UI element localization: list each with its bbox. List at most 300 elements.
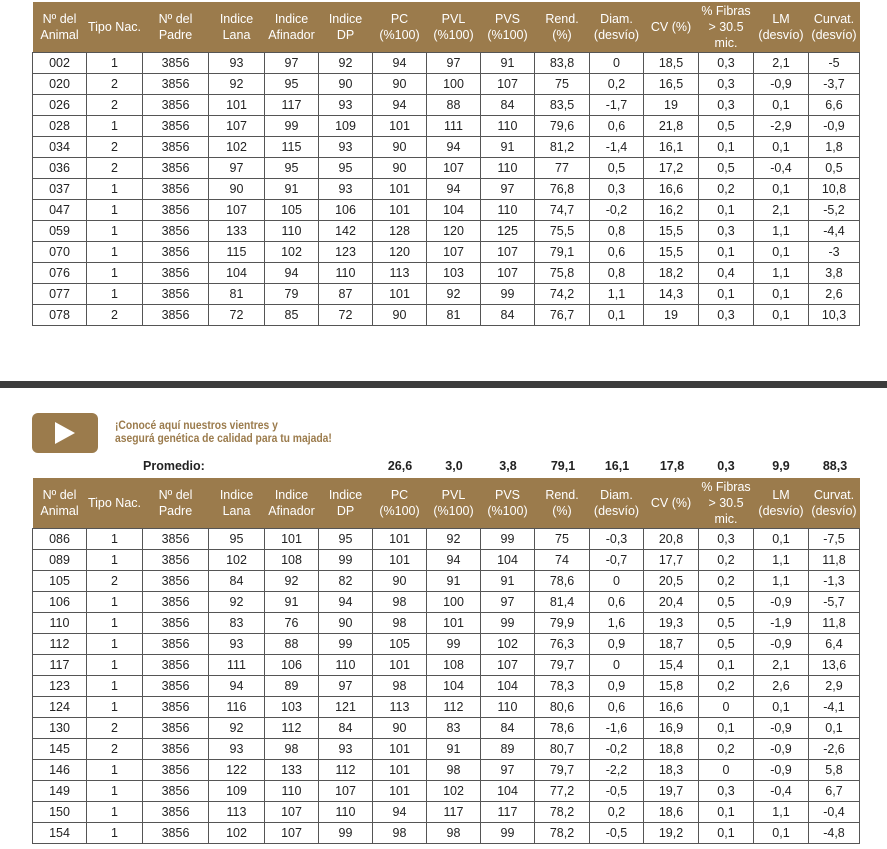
table-cell: 80,6 xyxy=(535,696,590,717)
table-row xyxy=(33,52,860,73)
table-cell: 16,2 xyxy=(644,199,699,220)
table-cell: 1 xyxy=(87,199,143,220)
table-cell: 026 xyxy=(33,94,87,115)
table-cell: 78,6 xyxy=(535,717,590,738)
table-cell: 6,6 xyxy=(809,94,860,115)
table-cell: 17,2 xyxy=(644,157,699,178)
table-cell: 2 xyxy=(87,304,143,325)
column-header: Curvat. (desvío) xyxy=(809,478,860,528)
table-cell: 90 xyxy=(373,73,427,94)
table-row xyxy=(33,759,860,780)
table-cell: 3856 xyxy=(143,52,209,73)
table-cell: 0 xyxy=(590,52,644,73)
table-cell: -3,7 xyxy=(809,73,860,94)
column-header: % Fibras > 30.5 mic. xyxy=(699,478,754,528)
column-header: Tipo Nac. xyxy=(87,478,143,528)
table-cell: 100 xyxy=(427,73,481,94)
table-cell: 0,1 xyxy=(699,654,754,675)
table-cell: 89 xyxy=(265,675,319,696)
table-cell: 92 xyxy=(209,717,265,738)
column-header: PVL (%100) xyxy=(427,2,481,52)
table-cell: 2 xyxy=(87,94,143,115)
table-cell: 3856 xyxy=(143,283,209,304)
table-cell: 111 xyxy=(427,115,481,136)
table-cell: 104 xyxy=(481,675,535,696)
table-cell: 90 xyxy=(373,304,427,325)
table-cell: 0 xyxy=(699,696,754,717)
table-cell: 077 xyxy=(33,283,87,304)
table-cell: 103 xyxy=(427,262,481,283)
table-cell: 101 xyxy=(373,283,427,304)
table-cell: 77,2 xyxy=(535,780,590,801)
table-row xyxy=(33,220,860,241)
table-cell: 92 xyxy=(265,570,319,591)
table-cell: 75 xyxy=(535,73,590,94)
table-cell: 79,7 xyxy=(535,654,590,675)
table-cell: 3856 xyxy=(143,612,209,633)
table-cell: 106 xyxy=(33,591,87,612)
table-row xyxy=(33,633,860,654)
table-cell: 19 xyxy=(644,304,699,325)
table-cell: 3856 xyxy=(143,199,209,220)
table-cell: 105 xyxy=(33,570,87,591)
table-cell: 089 xyxy=(33,549,87,570)
promo-line-2: asegurá genética de calidad para tu majada! xyxy=(115,431,332,445)
table-cell: 3856 xyxy=(143,759,209,780)
table-cell: -0,9 xyxy=(809,115,860,136)
table-cell: 102 xyxy=(209,136,265,157)
table-cell: 107 xyxy=(319,780,373,801)
table-cell: 84 xyxy=(481,94,535,115)
table-cell: 74,7 xyxy=(535,199,590,220)
table-cell: 102 xyxy=(209,549,265,570)
column-header: Nº del Animal xyxy=(33,2,87,52)
table-cell: 0,5 xyxy=(699,157,754,178)
table-cell: 90 xyxy=(319,612,373,633)
section-divider xyxy=(0,381,887,388)
table-cell: 21,8 xyxy=(644,115,699,136)
table-cell: 20,8 xyxy=(644,528,699,549)
table-cell: 90 xyxy=(373,136,427,157)
table-cell: 108 xyxy=(265,549,319,570)
table-cell: 94 xyxy=(373,801,427,822)
table-row xyxy=(33,157,860,178)
table-cell: 77 xyxy=(535,157,590,178)
table-cell: 19,2 xyxy=(644,822,699,843)
table-cell: -5,2 xyxy=(809,199,860,220)
table-cell: -0,9 xyxy=(754,73,809,94)
table-row xyxy=(33,612,860,633)
table-cell: 98 xyxy=(373,822,427,843)
table-cell: -0,9 xyxy=(754,717,809,738)
table-cell: 2 xyxy=(87,738,143,759)
table-cell: -0,4 xyxy=(809,801,860,822)
table-cell: 149 xyxy=(33,780,87,801)
column-header: Tipo Nac. xyxy=(87,2,143,52)
table-cell: 1 xyxy=(87,759,143,780)
column-header: CV (%) xyxy=(644,2,699,52)
table-cell: 94 xyxy=(373,94,427,115)
table-cell: 107 xyxy=(481,73,535,94)
table-cell: 110 xyxy=(319,262,373,283)
column-header: Rend. (%) xyxy=(535,478,590,528)
promedio-cv: 17,8 xyxy=(659,459,685,473)
table-cell: 88 xyxy=(265,633,319,654)
table-cell: 95 xyxy=(319,528,373,549)
table-cell: 95 xyxy=(265,73,319,94)
table-cell: 91 xyxy=(481,136,535,157)
table-cell: 98 xyxy=(427,759,481,780)
table-cell: 117 xyxy=(33,654,87,675)
table-cell: -0,7 xyxy=(590,549,644,570)
table-cell: 74 xyxy=(535,549,590,570)
table-cell: -0,9 xyxy=(754,591,809,612)
table-cell: 90 xyxy=(209,178,265,199)
promo-text[interactable] xyxy=(115,419,332,445)
table-cell: 142 xyxy=(319,220,373,241)
table-cell: 103 xyxy=(265,696,319,717)
table-cell: 101 xyxy=(373,178,427,199)
table-cell: 111 xyxy=(209,654,265,675)
table-cell: 6,4 xyxy=(809,633,860,654)
table-cell: 0,3 xyxy=(699,220,754,241)
table-cell: 102 xyxy=(481,633,535,654)
table-cell: 3856 xyxy=(143,157,209,178)
table-cell: 98 xyxy=(373,591,427,612)
table-cell: 037 xyxy=(33,178,87,199)
table-cell: 102 xyxy=(209,822,265,843)
table-cell: 19 xyxy=(644,94,699,115)
table-cell: 1 xyxy=(87,675,143,696)
table-cell: 2,1 xyxy=(754,654,809,675)
table-cell: 81,4 xyxy=(535,591,590,612)
table-cell: 1 xyxy=(87,801,143,822)
table-cell: 107 xyxy=(427,241,481,262)
table-cell: -1,4 xyxy=(590,136,644,157)
table-row xyxy=(33,199,860,220)
table-cell: 0,1 xyxy=(699,717,754,738)
table-cell: 1,1 xyxy=(754,801,809,822)
table-cell: 3856 xyxy=(143,738,209,759)
column-header: PC (%100) xyxy=(373,2,427,52)
table-cell: -0,9 xyxy=(754,738,809,759)
table-row xyxy=(33,241,860,262)
table-cell: 94 xyxy=(373,52,427,73)
table-cell: 028 xyxy=(33,115,87,136)
table-cell: 3856 xyxy=(143,780,209,801)
table-cell: 133 xyxy=(265,759,319,780)
column-header: Indice Afinador xyxy=(265,478,319,528)
table-cell: 98 xyxy=(265,738,319,759)
table-cell: 0,1 xyxy=(699,801,754,822)
table-cell: 78,2 xyxy=(535,822,590,843)
table-cell: 95 xyxy=(319,157,373,178)
table-cell: 0,1 xyxy=(590,304,644,325)
table-cell: 117 xyxy=(265,94,319,115)
table-cell: 070 xyxy=(33,241,87,262)
table-cell: 2,9 xyxy=(809,675,860,696)
table-cell: 93 xyxy=(319,94,373,115)
table-cell: 0,8 xyxy=(590,220,644,241)
table-cell: 121 xyxy=(319,696,373,717)
table-cell: 84 xyxy=(319,717,373,738)
column-header: Rend. (%) xyxy=(535,2,590,52)
column-header: PVS (%100) xyxy=(481,2,535,52)
table-row xyxy=(33,738,860,759)
table-cell: 76,3 xyxy=(535,633,590,654)
table-cell: 97 xyxy=(427,52,481,73)
table-cell: 110 xyxy=(33,612,87,633)
column-header: LM (desvío) xyxy=(754,2,809,52)
table-cell: 101 xyxy=(373,199,427,220)
table-cell: 1 xyxy=(87,262,143,283)
table-cell: 97 xyxy=(319,675,373,696)
table-cell: 79,7 xyxy=(535,759,590,780)
table-cell: 17,7 xyxy=(644,549,699,570)
table-cell: 110 xyxy=(319,801,373,822)
table-cell: 101 xyxy=(373,780,427,801)
table-cell: 0,5 xyxy=(699,633,754,654)
table-cell: 0,4 xyxy=(699,262,754,283)
table-cell: 98 xyxy=(373,675,427,696)
table-cell: 90 xyxy=(373,157,427,178)
promedio-pvl: 3,0 xyxy=(445,459,463,473)
table-cell: 94 xyxy=(265,262,319,283)
table-cell: 78,2 xyxy=(535,801,590,822)
table-cell: 104 xyxy=(481,780,535,801)
table-cell: 80,7 xyxy=(535,738,590,759)
column-header: CV (%) xyxy=(644,478,699,528)
table-cell: 75 xyxy=(535,528,590,549)
table-cell: 99 xyxy=(481,283,535,304)
table-cell: 99 xyxy=(319,822,373,843)
table-cell: 0 xyxy=(590,654,644,675)
table-cell: 0,5 xyxy=(590,157,644,178)
table-cell: 98 xyxy=(427,822,481,843)
table-cell: 0,6 xyxy=(590,591,644,612)
table-cell: 122 xyxy=(209,759,265,780)
table-cell: 99 xyxy=(481,612,535,633)
table-cell: 94 xyxy=(427,549,481,570)
table-cell: 112 xyxy=(33,633,87,654)
table-row xyxy=(33,549,860,570)
table-cell: -0,5 xyxy=(590,822,644,843)
table-cell: 75,5 xyxy=(535,220,590,241)
table-cell: 99 xyxy=(319,633,373,654)
table-cell: 93 xyxy=(319,738,373,759)
table-cell: 3856 xyxy=(143,528,209,549)
table-cell: 1 xyxy=(87,220,143,241)
table-cell: 81 xyxy=(209,283,265,304)
table-cell: 101 xyxy=(265,528,319,549)
table-row xyxy=(33,696,860,717)
table-cell: 145 xyxy=(33,738,87,759)
table-cell: -0,5 xyxy=(590,780,644,801)
table-cell: 93 xyxy=(209,633,265,654)
table-cell: 020 xyxy=(33,73,87,94)
table-cell: -1,7 xyxy=(590,94,644,115)
table-row xyxy=(33,654,860,675)
table-cell: 108 xyxy=(427,654,481,675)
table-cell: 10,8 xyxy=(809,178,860,199)
table-cell: 101 xyxy=(373,528,427,549)
table-cell: 92 xyxy=(427,283,481,304)
table-cell: 0,2 xyxy=(699,675,754,696)
table-cell: 94 xyxy=(319,591,373,612)
table-cell: 18,7 xyxy=(644,633,699,654)
table-cell: 1 xyxy=(87,633,143,654)
table-cell: 1 xyxy=(87,780,143,801)
table-cell: 0,9 xyxy=(590,675,644,696)
table-cell: 2 xyxy=(87,717,143,738)
table-cell: 98 xyxy=(373,612,427,633)
table-cell: 16,1 xyxy=(644,136,699,157)
table-cell: 3856 xyxy=(143,220,209,241)
table-cell: 76 xyxy=(265,612,319,633)
table-cell: -1,9 xyxy=(754,612,809,633)
table-cell: 19,3 xyxy=(644,612,699,633)
table-header xyxy=(33,2,860,52)
table-row xyxy=(33,115,860,136)
table-cell: 1 xyxy=(87,591,143,612)
animals-table-bottom xyxy=(32,478,860,844)
table-cell: 0,8 xyxy=(590,262,644,283)
table-cell: 3856 xyxy=(143,262,209,283)
table-cell: 120 xyxy=(373,241,427,262)
table-cell: 89 xyxy=(481,738,535,759)
table-cell: 79,6 xyxy=(535,115,590,136)
table-cell: 3856 xyxy=(143,570,209,591)
table-cell: 0,1 xyxy=(754,822,809,843)
table-row xyxy=(33,675,860,696)
table-cell: 99 xyxy=(481,528,535,549)
table-cell: 3856 xyxy=(143,136,209,157)
table-cell: 076 xyxy=(33,262,87,283)
table-cell: 0,3 xyxy=(699,780,754,801)
table-cell: -0,2 xyxy=(590,199,644,220)
play-video-button[interactable] xyxy=(32,413,98,453)
table-cell: -4,1 xyxy=(809,696,860,717)
table-cell: 034 xyxy=(33,136,87,157)
column-header: PVL (%100) xyxy=(427,478,481,528)
table-cell: 78,6 xyxy=(535,570,590,591)
column-header: Diam. (desvío) xyxy=(590,478,644,528)
table-cell: 106 xyxy=(265,654,319,675)
table-cell: 107 xyxy=(481,654,535,675)
table-cell: 15,8 xyxy=(644,675,699,696)
table-cell: 116 xyxy=(209,696,265,717)
table-cell: 14,3 xyxy=(644,283,699,304)
table-cell: 2,1 xyxy=(754,52,809,73)
table-cell: 3856 xyxy=(143,241,209,262)
table-cell: 99 xyxy=(481,822,535,843)
table-cell: 101 xyxy=(373,738,427,759)
table-cell: 102 xyxy=(427,780,481,801)
table-cell: 101 xyxy=(373,115,427,136)
table-cell: 107 xyxy=(265,822,319,843)
table-row xyxy=(33,283,860,304)
table-cell: 76,8 xyxy=(535,178,590,199)
table-cell: 0,1 xyxy=(699,199,754,220)
table-cell: 110 xyxy=(265,780,319,801)
table-cell: 83,5 xyxy=(535,94,590,115)
table-cell: 0,3 xyxy=(699,304,754,325)
table-cell: 123 xyxy=(33,675,87,696)
table-cell: 0,1 xyxy=(699,136,754,157)
table-row xyxy=(33,136,860,157)
table-cell: 104 xyxy=(209,262,265,283)
table-cell: 11,8 xyxy=(809,549,860,570)
table-row xyxy=(33,570,860,591)
table-cell: -2,6 xyxy=(809,738,860,759)
column-header: Nº del Padre xyxy=(143,478,209,528)
table-cell: 0,9 xyxy=(590,633,644,654)
table-cell: 0,3 xyxy=(699,52,754,73)
table-cell: 84 xyxy=(209,570,265,591)
table-cell: 91 xyxy=(481,570,535,591)
table-cell: 0 xyxy=(699,759,754,780)
table-cell: 84 xyxy=(481,717,535,738)
table-cell: 79,9 xyxy=(535,612,590,633)
table-row xyxy=(33,528,860,549)
table-cell: 0,2 xyxy=(590,801,644,822)
table-cell: 112 xyxy=(427,696,481,717)
table-cell: 0,1 xyxy=(699,283,754,304)
table-cell: 0,1 xyxy=(699,822,754,843)
table-cell: 0,6 xyxy=(590,115,644,136)
table-cell: 92 xyxy=(209,591,265,612)
table-cell: 3856 xyxy=(143,549,209,570)
table-cell: 130 xyxy=(33,717,87,738)
table-cell: 93 xyxy=(319,178,373,199)
table-cell: 93 xyxy=(209,52,265,73)
table-cell: 0,2 xyxy=(590,73,644,94)
table-cell: 2,6 xyxy=(754,675,809,696)
table-cell: 87 xyxy=(319,283,373,304)
table-cell: 19,7 xyxy=(644,780,699,801)
table-cell: 97 xyxy=(481,178,535,199)
table-cell: 133 xyxy=(209,220,265,241)
table-cell: -2,9 xyxy=(754,115,809,136)
table-cell: 101 xyxy=(427,612,481,633)
table-cell: -0,9 xyxy=(754,759,809,780)
table-cell: 18,8 xyxy=(644,738,699,759)
table-cell: 3856 xyxy=(143,675,209,696)
table-cell: 76,7 xyxy=(535,304,590,325)
column-header: Indice DP xyxy=(319,2,373,52)
table-cell: 117 xyxy=(427,801,481,822)
table-cell: 100 xyxy=(427,591,481,612)
promedio-lm: 9,9 xyxy=(772,459,790,473)
table-cell: 92 xyxy=(319,52,373,73)
table-cell: 150 xyxy=(33,801,87,822)
table-cell: -0,4 xyxy=(754,780,809,801)
table-cell: 101 xyxy=(209,94,265,115)
table-cell: 113 xyxy=(209,801,265,822)
table-cell: 104 xyxy=(427,675,481,696)
table-cell: 146 xyxy=(33,759,87,780)
table-cell: 059 xyxy=(33,220,87,241)
table-cell: 15,5 xyxy=(644,220,699,241)
table-cell: 113 xyxy=(373,262,427,283)
table-cell: 79,1 xyxy=(535,241,590,262)
table-cell: 6,7 xyxy=(809,780,860,801)
table-cell: 97 xyxy=(481,759,535,780)
table-cell: -4,4 xyxy=(809,220,860,241)
column-header: Nº del Animal xyxy=(33,478,87,528)
table-cell: 2,1 xyxy=(754,199,809,220)
table-cell: 0,1 xyxy=(754,528,809,549)
